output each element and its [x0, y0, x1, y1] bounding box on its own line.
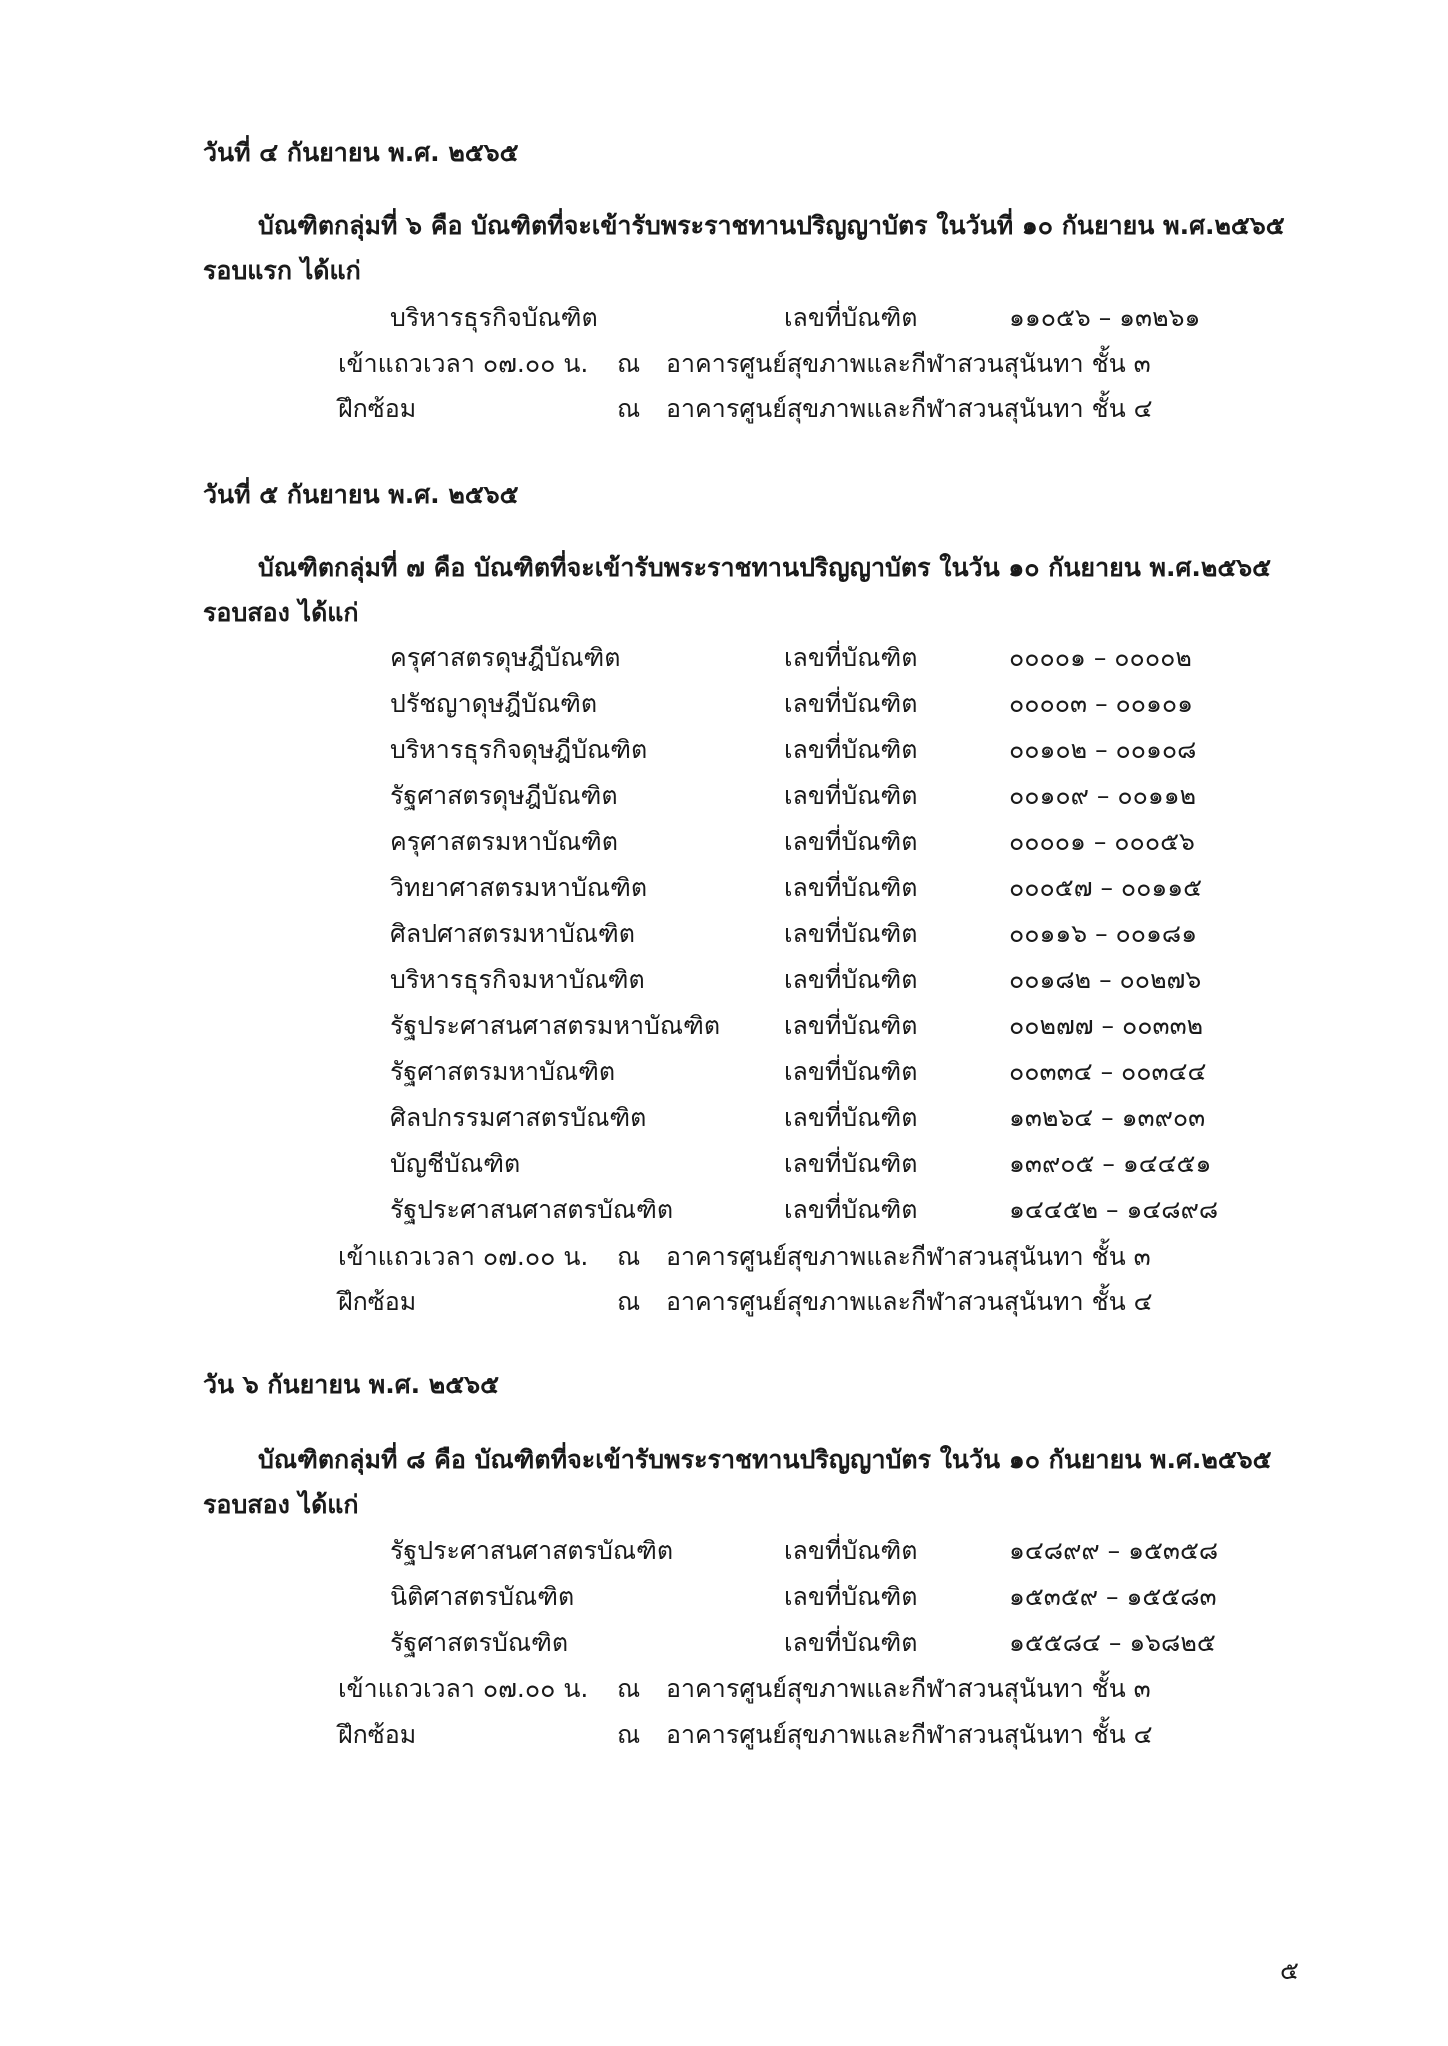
practice-place: อาคารศูนย์สุขภาพและกีฬาสวนสุนันทา ชั้น ๔: [666, 394, 1153, 423]
degree-name: ศิลปศาสตรมหาบัณฑิต: [390, 919, 635, 948]
practice-at: ณ: [617, 1287, 641, 1316]
degree-name: บริหารธุรกิจดุษฎีบัณฑิต: [390, 735, 648, 764]
lineup-label: เข้าแถวเวลา ๐๗.๐๐ น.: [338, 1674, 589, 1703]
graduate-number-range: ๐๐๐๐๑ – ๐๐๐๕๖: [1009, 827, 1195, 856]
graduate-number-range: ๐๐๑๑๖ – ๐๐๑๘๑: [1009, 919, 1198, 948]
degree-name: รัฐประศาสนศาสตรบัณฑิต: [390, 1195, 674, 1224]
graduate-number-range: ๑๑๐๕๖ – ๑๓๒๖๑: [1009, 303, 1201, 332]
graduate-number-label: เลขที่บัณฑิต: [784, 873, 918, 902]
page-number: ๕: [1280, 1956, 1299, 1985]
lineup-place: อาคารศูนย์สุขภาพและกีฬาสวนสุนันทา ชั้น ๓: [666, 1242, 1151, 1271]
graduate-number-range: ๐๐๓๓๔ – ๐๐๓๔๔: [1009, 1057, 1207, 1086]
degree-name: ปรัชญาดุษฎีบัณฑิต: [390, 689, 598, 718]
graduate-number-range: ๐๐๐๕๗ – ๐๐๑๑๕: [1009, 873, 1203, 902]
practice-label: ฝึกซ้อม: [338, 1287, 417, 1316]
practice-place: อาคารศูนย์สุขภาพและกีฬาสวนสุนันทา ชั้น ๔: [666, 1287, 1153, 1316]
degree-name: บัญชีบัณฑิต: [390, 1149, 521, 1178]
graduate-number-label: เลขที่บัณฑิต: [784, 1536, 918, 1565]
round-label: รอบแรก ได้แก่: [203, 256, 361, 285]
section-date: วันที่ ๔ กันยายน พ.ศ. ๒๕๖๕: [203, 138, 519, 167]
graduate-number-range: ๐๐๑๘๒ – ๐๐๒๗๖: [1009, 965, 1202, 994]
degree-name: รัฐศาสตรดุษฎีบัณฑิต: [390, 781, 618, 810]
practice-label: ฝึกซ้อม: [338, 1720, 417, 1749]
graduate-number-label: เลขที่บัณฑิต: [784, 735, 918, 764]
graduate-number-label: เลขที่บัณฑิต: [784, 1195, 918, 1224]
degree-name: วิทยาศาสตรมหาบัณฑิต: [390, 873, 648, 902]
practice-at: ณ: [617, 394, 641, 423]
degree-name: รัฐศาสตรบัณฑิต: [390, 1628, 569, 1657]
degree-name: นิติศาสตรบัณฑิต: [390, 1582, 575, 1611]
lineup-at: ณ: [617, 349, 641, 378]
graduate-number-range: ๐๐๒๗๗ – ๐๐๓๓๒: [1009, 1011, 1204, 1040]
graduate-number-label: เลขที่บัณฑิต: [784, 919, 918, 948]
lineup-label: เข้าแถวเวลา ๐๗.๐๐ น.: [338, 1242, 589, 1271]
graduate-number-label: เลขที่บัณฑิต: [784, 1582, 918, 1611]
degree-name: ศิลปกรรมศาสตรบัณฑิต: [390, 1103, 647, 1132]
graduate-number-range: ๐๐๐๐๑ – ๐๐๐๐๒: [1009, 643, 1192, 672]
degree-name: บริหารธุรกิจมหาบัณฑิต: [390, 965, 645, 994]
section-date: วัน ๖ กันยายน พ.ศ. ๒๕๖๕: [203, 1370, 499, 1399]
degree-name: รัฐประศาสนศาสตรบัณฑิต: [390, 1536, 674, 1565]
graduate-number-label: เลขที่บัณฑิต: [784, 303, 918, 332]
graduate-number-range: ๑๕๕๘๔ – ๑๖๘๒๕: [1009, 1628, 1216, 1657]
lineup-place: อาคารศูนย์สุขภาพและกีฬาสวนสุนันทา ชั้น ๓: [666, 349, 1151, 378]
degree-name: บริหารธุรกิจบัณฑิต: [390, 303, 598, 332]
graduate-number-range: ๑๔๘๙๙ – ๑๕๓๕๘: [1009, 1536, 1219, 1565]
graduate-number-label: เลขที่บัณฑิต: [784, 1103, 918, 1132]
graduate-number-label: เลขที่บัณฑิต: [784, 689, 918, 718]
graduate-number-range: ๑๓๙๐๕ – ๑๔๔๕๑: [1009, 1149, 1212, 1178]
graduate-number-range: ๐๐๑๐๙ – ๐๐๑๑๒: [1009, 781, 1197, 810]
graduate-number-range: ๐๐๐๐๓ – ๐๐๑๐๑: [1009, 689, 1194, 718]
graduate-number-label: เลขที่บัณฑิต: [784, 965, 918, 994]
graduate-number-range: ๑๕๓๕๙ – ๑๕๕๘๓: [1009, 1582, 1217, 1611]
degree-name: รัฐประศาสนศาสตรมหาบัณฑิต: [390, 1011, 721, 1040]
graduate-number-range: ๑๔๔๕๒ – ๑๔๘๙๘: [1009, 1195, 1219, 1224]
graduate-number-label: เลขที่บัณฑิต: [784, 1011, 918, 1040]
degree-name: รัฐศาสตรมหาบัณฑิต: [390, 1057, 616, 1086]
graduate-number-label: เลขที่บัณฑิต: [784, 1057, 918, 1086]
graduate-number-range: ๑๓๒๖๔ – ๑๓๙๐๓: [1009, 1103, 1206, 1132]
practice-label: ฝึกซ้อม: [338, 394, 417, 423]
degree-name: ครุศาสตรมหาบัณฑิต: [390, 827, 619, 856]
graduate-number-label: เลขที่บัณฑิต: [784, 827, 918, 856]
graduate-number-label: เลขที่บัณฑิต: [784, 643, 918, 672]
graduate-number-label: เลขที่บัณฑิต: [784, 1149, 918, 1178]
practice-at: ณ: [617, 1720, 641, 1749]
graduate-number-label: เลขที่บัณฑิต: [784, 781, 918, 810]
group-line: บัณฑิตกลุ่มที่ ๖ คือ บัณฑิตที่จะเข้ารับพระราชทานปริญญาบัตร ในวันที่ ๑๐ กันยายน พ.ศ.๒๕๖๕: [258, 211, 1285, 240]
section-date: วันที่ ๕ กันยายน พ.ศ. ๒๕๖๕: [203, 480, 519, 509]
round-label: รอบสอง ได้แก่: [203, 1490, 359, 1519]
group-line: บัณฑิตกลุ่มที่ ๗ คือ บัณฑิตที่จะเข้ารับพระราชทานปริญญาบัตร ในวัน ๑๐ กันยายน พ.ศ.๒๕๖๕: [258, 553, 1272, 582]
group-line: บัณฑิตกลุ่มที่ ๘ คือ บัณฑิตที่จะเข้ารับพระราชทานปริญญาบัตร ในวัน ๑๐ กันยายน พ.ศ.๒๕๖๕: [258, 1445, 1272, 1474]
lineup-place: อาคารศูนย์สุขภาพและกีฬาสวนสุนันทา ชั้น ๓: [666, 1674, 1151, 1703]
round-label: รอบสอง ได้แก่: [203, 598, 359, 627]
graduate-number-range: ๐๐๑๐๒ – ๐๐๑๐๘: [1009, 735, 1197, 764]
graduate-number-label: เลขที่บัณฑิต: [784, 1628, 918, 1657]
lineup-at: ณ: [617, 1242, 641, 1271]
degree-name: ครุศาสตรดุษฎีบัณฑิต: [390, 643, 621, 672]
lineup-at: ณ: [617, 1674, 641, 1703]
practice-place: อาคารศูนย์สุขภาพและกีฬาสวนสุนันทา ชั้น ๔: [666, 1720, 1153, 1749]
lineup-label: เข้าแถวเวลา ๐๗.๐๐ น.: [338, 349, 589, 378]
